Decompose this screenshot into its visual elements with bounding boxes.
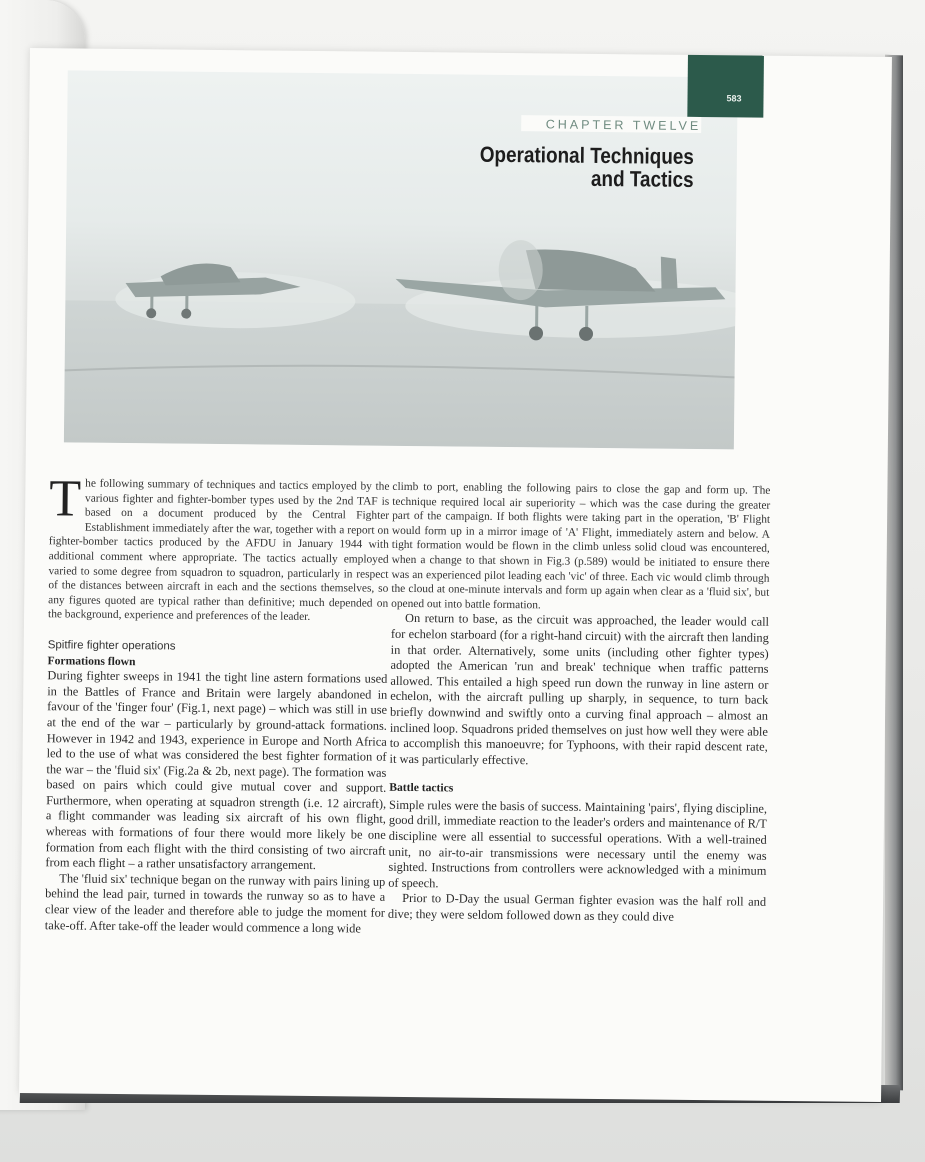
section-heading: Spitfire fighter operations xyxy=(47,639,176,653)
chapter-title-line-1: Operational Techniques xyxy=(479,141,695,169)
subsection-heading: Formations flown xyxy=(47,653,136,668)
body-paragraph: The 'fluid six' technique began on the runway with pairs lining up behind the lead pair, turned in towards the runway so as to have a clear view of the leader and therefore able to judge the moment for take-off. After take-off the leader would commence a long wide xyxy=(44,871,386,936)
chapter-title-line-2: and Tactics xyxy=(590,165,694,192)
left-column xyxy=(44,470,390,937)
body-paragraph: On return to base, as the circuit was approached, the leader would call for echelon starboard (for a right-hand circuit) with the aircraft then landing in that order. Alternatively, some units (including other fighter types) adopted the American 'run and break' technique when traffic patterns allowed. This entailed a high speed run down the runway in line astern or echelon, with the aircraft pulling up sharply, in sequence, to turn back briefly downwind and swiftly onto a curving final approach – almost an inclined loop. Squadrons prided themselves on just how well they were able to accomplish this manoeuvre; for Typhoons, with their rapid descent rate, it was particularly effective. xyxy=(389,611,770,767)
right-column xyxy=(388,480,771,927)
intro-paragraph xyxy=(48,470,390,625)
page-number-tab xyxy=(687,55,764,118)
body-paragraph: Prior to D-Day the usual German fighter evasion was the half roll and dive; they were seldom followed down as they could dive xyxy=(387,891,767,924)
battle-tactics-heading: Battle tactics xyxy=(389,781,454,795)
body-paragraph: During fighter sweeps in 1941 the tight line astern formations used in the Battles of France and Britain were largely abandoned in favour of the 'finger four' (Fig.1, next page) – which was still in use at the end of the war – particularly by ground-attack formations. However in 1942 and 1943, experience in Europe and North Africa led to the use of what was considered the best fighter formation of the war – the 'fluid six' (Fig.2a & 2b, next page). The formation was based on pairs which could give mutual cover and support. Furthermore, when operating at squadron strength (i.e. 12 aircraft), a flight commander was leading six aircraft of his own flight, whereas with formations of four there would more likely be one formation from each flight with the third consisting of two aircraft from each flight – a rather unsatisfactory arrangement. xyxy=(45,668,388,873)
chapter-title xyxy=(453,142,694,191)
chapter-label: CHAPTER TWELVE xyxy=(521,115,701,133)
book-page xyxy=(19,48,892,1102)
drop-cap: T xyxy=(48,470,82,528)
body-paragraph: climb to port, enabling the following pairs to close the gap and form up. The technique required local air superiority – which was the case during the greater part of the campaign. If both flights were taking part in the operation, 'B' Flight would form up in a mirror image of 'A' Flight, immediately astern and below. A tight formation would be flown in the climb unless solid cloud was encountered, when a change to that shown in Fig.3 (p.589) would be initiated to ensure there was an experienced pilot leading each 'vic' of three. Each vic would climb through the cloud at one-minute intervals and form up again when clear as a 'fluid six', but opened out into battle formation. xyxy=(391,480,771,612)
page-number: 583 xyxy=(726,93,742,104)
intro-text: he following summary of techniques and tactics employed by the various fighter and fighter-bomber types used by the 2nd TAF is based on a document produced by the Central Fighter Establishment immediately after the war, together with a report on fighter-bomber tactics produced by the AFDU in January 1944 with additional comment where appropriate. The tactics actually employed varied to some degree from squadron to squadron, particularly in respect of the distances between aircraft in each and the sections themselves, so any figures quoted are typical rather than definitive; much depended on the background, experience and preferences of the leader. xyxy=(48,477,390,624)
body-paragraph: Simple rules were the basis of success. Maintaining 'pairs', flying discipline, good drill, immediate reaction to the leader's orders and maintenance of R/T discipline were all essential to successful operations. With a well-trained unit, no air-to-air transmissions were necessary until the enemy was sighted. Instructions from controllers were acknowledged with a minimum of speech. xyxy=(388,797,768,891)
